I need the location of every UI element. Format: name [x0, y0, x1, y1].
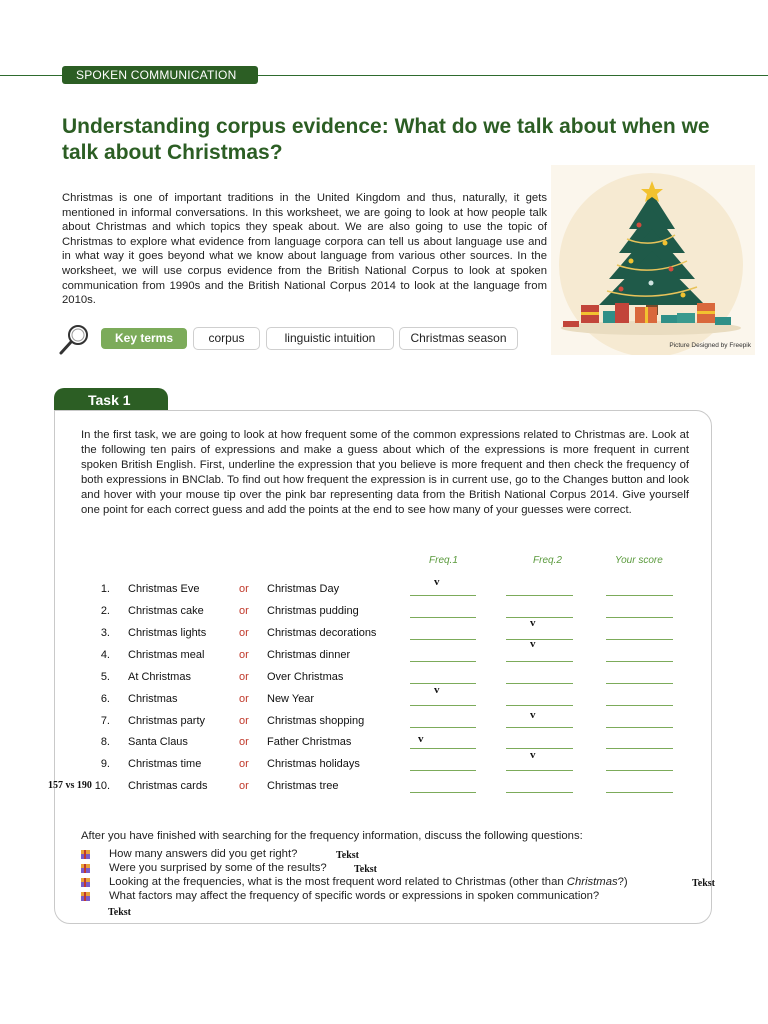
- table-row: [0, 780, 768, 798]
- expression-b[interactable]: Christmas decorations: [267, 627, 377, 639]
- handwritten-mark: v: [434, 576, 440, 588]
- freq2-answer-line[interactable]: [506, 617, 573, 618]
- score-answer-line[interactable]: [606, 770, 673, 771]
- expression-a[interactable]: Christmas time: [128, 758, 202, 770]
- table-row: [0, 709, 768, 733]
- task-tab: Task 1: [54, 388, 168, 410]
- intro-paragraph: Christmas is one of important traditions in the United Kingdom and thus, naturally, it gets mentioned in informal conversations. In this worksheet, we are going to look at how people talk about Christmas and which topics they speak about. We are also going to use the topic of Christmas to explore what evidence from language corpora can tell us about language use and in what way it goes beyond what we know about language from various other sources. In the worksheet, we will use corpus evidence from the British National Corpus to look at spoken communication from 1990s and the British National Corpus 2014 to look at the language from 2010s.: [62, 192, 547, 307]
- table-row: [0, 671, 768, 689]
- handwritten-mark: v: [434, 684, 440, 696]
- expression-b[interactable]: Over Christmas: [267, 671, 344, 683]
- row-number: 1.: [100, 583, 110, 595]
- score-answer-line[interactable]: [606, 661, 673, 662]
- freq1-answer-line[interactable]: [410, 639, 476, 640]
- freq1-answer-line[interactable]: [410, 595, 476, 596]
- score-answer-line[interactable]: [606, 617, 673, 618]
- magnifier-icon: [58, 322, 92, 356]
- row-number: 8.: [100, 736, 110, 748]
- expression-b[interactable]: New Year: [267, 693, 315, 705]
- column-header-your-score: Your score: [615, 555, 663, 566]
- freq1-answer-line[interactable]: [410, 792, 476, 793]
- bullet-arrow-icon: [81, 850, 90, 859]
- bullet-arrow-icon: [81, 892, 90, 901]
- or-label: or: [239, 758, 249, 770]
- column-header-freq2: Freq.2: [533, 555, 562, 566]
- bullet-arrow-icon: [81, 878, 90, 887]
- term-chip-linguistic-intuition: linguistic intuition: [266, 327, 394, 350]
- row-number: 7.: [100, 715, 110, 727]
- score-answer-line[interactable]: [606, 792, 673, 793]
- christmas-tree-icon: [551, 165, 755, 355]
- image-credit: Picture Designed by Freepik: [669, 342, 751, 349]
- or-label: or: [239, 605, 249, 617]
- question-text: Looking at the frequencies, what is the most frequent word related to Christmas (other than Christmas?): [109, 876, 628, 888]
- row-number: 5.: [100, 671, 110, 683]
- question-text: What factors may affect the frequency of specific words or expressions in spoken communication?: [109, 890, 600, 902]
- row-number: 3.: [100, 627, 110, 639]
- expression-b[interactable]: Christmas shopping: [267, 715, 365, 727]
- term-chip-christmas-season: Christmas season: [399, 327, 518, 350]
- or-label: or: [239, 736, 249, 748]
- handwritten-answer: Tekst: [336, 850, 359, 861]
- or-label: or: [239, 583, 249, 595]
- expression-a[interactable]: At Christmas: [128, 671, 191, 683]
- or-label: or: [239, 671, 249, 683]
- key-terms-label: Key terms: [101, 328, 187, 349]
- table-row: [0, 684, 768, 711]
- expression-b[interactable]: Christmas dinner: [267, 649, 351, 661]
- expression-a[interactable]: Santa Claus: [128, 736, 188, 748]
- freq2-answer-line[interactable]: [506, 770, 573, 771]
- freq2-answer-line[interactable]: [506, 661, 573, 662]
- freq2-answer-line[interactable]: [506, 683, 573, 684]
- expression-a[interactable]: Christmas cake: [128, 605, 204, 617]
- table-row: [0, 733, 768, 754]
- term-chip-corpus: corpus: [193, 327, 260, 350]
- score-answer-line[interactable]: [606, 727, 673, 728]
- freq1-answer-line[interactable]: [410, 748, 476, 749]
- column-header-freq1: Freq.1: [429, 555, 458, 566]
- handwritten-answer: Tekst: [692, 878, 715, 889]
- freq1-answer-line[interactable]: [410, 661, 476, 662]
- expression-a[interactable]: Christmas: [128, 693, 178, 705]
- handwritten-side-note: 157 vs 190: [48, 780, 92, 791]
- expression-a[interactable]: Christmas lights: [128, 627, 207, 639]
- question-text: How many answers did you get right?: [109, 848, 298, 860]
- freq2-answer-line[interactable]: [506, 792, 573, 793]
- freq1-answer-line[interactable]: [410, 727, 476, 728]
- or-label: or: [239, 649, 249, 661]
- freq1-answer-line[interactable]: [410, 683, 476, 684]
- or-label: or: [239, 780, 249, 792]
- row-number: 4.: [100, 649, 110, 661]
- handwritten-answer: Tekst: [108, 907, 131, 918]
- or-label: or: [239, 693, 249, 705]
- table-row: [0, 749, 768, 776]
- freq1-answer-line[interactable]: [410, 770, 476, 771]
- freq2-answer-line[interactable]: [506, 727, 573, 728]
- handwritten-mark: v: [530, 749, 536, 761]
- section-tag: SPOKEN COMMUNICATION: [62, 66, 258, 84]
- bullet-arrow-icon: [81, 864, 90, 873]
- question-text: Were you surprised by some of the results?: [109, 862, 327, 874]
- table-row: [0, 605, 768, 623]
- freq2-answer-line[interactable]: [506, 748, 573, 749]
- freq1-answer-line[interactable]: [410, 705, 476, 706]
- row-number: 6.: [100, 693, 110, 705]
- row-number: 9.: [100, 758, 110, 770]
- row-number: 10.: [94, 780, 110, 792]
- score-answer-line[interactable]: [606, 683, 673, 684]
- handwritten-mark: v: [530, 638, 536, 650]
- table-row: [0, 617, 768, 645]
- expression-b[interactable]: Father Christmas: [267, 736, 352, 748]
- freq2-answer-line[interactable]: [506, 595, 573, 596]
- handwritten-answer: Tekst: [354, 864, 377, 875]
- score-answer-line[interactable]: [606, 748, 673, 749]
- score-answer-line[interactable]: [606, 705, 673, 706]
- table-row: [0, 638, 768, 667]
- freq2-answer-line[interactable]: [506, 639, 573, 640]
- expression-b[interactable]: Christmas tree: [267, 780, 339, 792]
- table-row: [0, 576, 768, 601]
- freq2-answer-line[interactable]: [506, 705, 573, 706]
- expression-b[interactable]: Christmas holidays: [267, 758, 360, 770]
- handwritten-mark: v: [530, 617, 536, 629]
- handwritten-mark: v: [418, 733, 424, 745]
- expression-a[interactable]: Christmas party: [128, 715, 206, 727]
- score-answer-line[interactable]: [606, 639, 673, 640]
- freq1-answer-line[interactable]: [410, 617, 476, 618]
- discussion-intro: After you have finished with searching for the frequency information, discuss the following questions:: [81, 830, 583, 842]
- handwritten-mark: v: [530, 709, 536, 721]
- or-label: or: [239, 715, 249, 727]
- expression-a[interactable]: Christmas meal: [128, 649, 205, 661]
- expression-a[interactable]: Christmas cards: [128, 780, 208, 792]
- page-title: Understanding corpus evidence: What do we talk about when we talk about Christmas?: [62, 115, 710, 164]
- expression-b[interactable]: Christmas Day: [267, 583, 340, 595]
- row-number: 2.: [100, 605, 110, 617]
- or-label: or: [239, 627, 249, 639]
- expression-a[interactable]: Christmas Eve: [128, 583, 200, 595]
- expression-b[interactable]: Christmas pudding: [267, 605, 359, 617]
- christmas-tree-illustration: [551, 165, 755, 355]
- task-instructions: In the first task, we are going to look at how frequent some of the common expressions related to Christmas are. Look at the following ten pairs of expressions and make a guess about which of the expressions is more frequent in current spoken British English. First, underline the expression that you believe is more frequent and then check the frequency of both expressions in BNClab. To find out how frequent the expression is in current use, go to the Changes button and look and hover with your mouse tip over the pink bar representing data from the British National Corpus 2014. Give yourself one point for each correct guess and add the points at the end to see how many of your guesses were correct.: [81, 429, 689, 517]
- score-answer-line[interactable]: [606, 595, 673, 596]
